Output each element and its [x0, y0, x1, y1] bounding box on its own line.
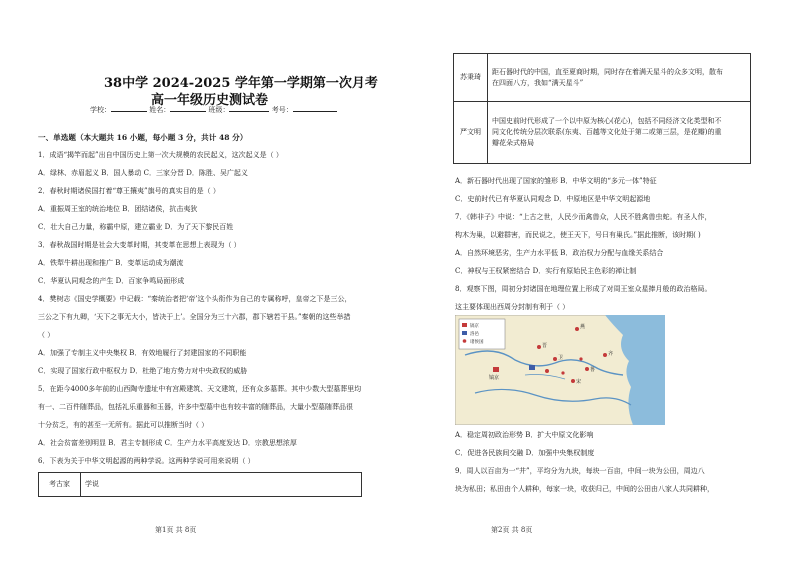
question-line: A．绿林、赤眉起义 B．国人暴动 C．三家分晋 D．陈胜、吴广起义 — [38, 169, 248, 177]
theory-line: 中国史前时代形成了一个以中原为核心(花心)，包括不同经济文化类型和不 — [492, 117, 722, 125]
question-line: 3．春秋战国时期是社会大变革时期，其变革在思想上表现为（ ） — [38, 241, 241, 249]
map-label: 燕 — [580, 324, 586, 330]
legend-swatch — [462, 323, 467, 327]
question-line: 有一、二百件随葬品，包括礼乐重器和玉器，许多中型墓中也有较丰富的随葬品，大量小型墓随葬品很 — [38, 403, 353, 411]
question-line: A．新石器时代出现了国家的雏形 B．中华文明的“多元一体”特征 — [455, 177, 657, 185]
capital-luoyi-marker — [529, 365, 535, 370]
exam-page-right — [397, 0, 794, 561]
map-label: 鲁 — [590, 367, 596, 373]
question-line: C．实现了国家行政中枢权力 D．杜绝了地方势力对中央政权的威胁 — [38, 367, 248, 375]
class-label: 班级： — [208, 106, 230, 114]
legend-swatch — [463, 339, 467, 343]
map-legend — [459, 319, 505, 349]
fief-marker — [537, 345, 541, 349]
legend-label: 洛邑 — [470, 332, 479, 337]
question-line: C．史前时代已有华夏认同观念 D．中原地区是中华文明起源地 — [455, 195, 651, 203]
number-field[interactable] — [293, 105, 337, 112]
scholar-cell: 苏秉琦 — [454, 54, 488, 102]
fief-marker — [545, 369, 549, 373]
theory-cell — [488, 102, 751, 164]
fief-marker — [575, 327, 579, 331]
student-info-row — [90, 105, 337, 116]
table-header-cell: 学说 — [81, 473, 362, 497]
table-header-cell: 考古家 — [39, 473, 81, 497]
theory-line: 同文化传统分层次联系(东夷、百越等文化处于第二或第三层，是花瓣)的重 — [492, 128, 722, 136]
fief-marker — [579, 357, 582, 360]
question-line: 2．春秋时期诸侯国打着“尊王攘夷”旗号的真实目的是（ ） — [38, 187, 220, 195]
fief-marker — [553, 357, 557, 361]
question-line: 构木为巢，以避群害，而民说之，使王天下，号曰有巢氏。”据此推断，该时期( ) — [455, 231, 701, 239]
exam-title-line1: 38中学 2024-2025 学年第一学期第一次月考 — [104, 76, 378, 91]
page-footer-left: 第1页 共 8页 — [155, 526, 197, 534]
question-line: 这主要体现出西周分封制有利于（ ） — [455, 303, 570, 311]
class-field[interactable] — [229, 105, 269, 112]
question-line: 块为私田；私田由个人耕种，每家一块，收获归己，中间的公田由八家人共同耕种， — [455, 485, 714, 493]
question-line: A．自然环境恶劣，生产力水平低 B．政治权力分配与血缘关系结合 — [455, 249, 664, 257]
question-line: 1．成语“揭竿而起”出自中国历史上第一次大规模的农民起义，这次起义是（ ） — [38, 151, 283, 159]
question-line: A．铁犁牛耕出现和推广 B．变革运动成为潮流 — [38, 259, 184, 267]
fief-marker — [571, 379, 575, 383]
question-line: 4．樊树志《国史学概要》中记载：“秦统治者把‘帝’这个头衔作为自己的专属称呼，皇帝之下是三公， — [38, 295, 352, 303]
question-line: C．华夏认同观念的产生 D．百家争鸣局面形成 — [38, 277, 185, 285]
name-label: 姓名： — [149, 106, 171, 114]
map-label: 齐 — [608, 351, 614, 357]
theory-line: 在四面八方，我如“满天星斗” — [492, 78, 584, 87]
question-line: 三公之下有九卿，‘天下之事无大小，皆决于上’。全国分为三十六郡，郡下辖若干县。”秦朝的这些举措 — [38, 313, 351, 321]
legend-label: 诸侯国 — [470, 340, 484, 345]
question-line: A．稳定周初政治形势 B．扩大中原文化影响 — [455, 431, 594, 439]
scholar-cell: 严文明 — [454, 102, 488, 164]
question-line: C．神权与王权紧密结合 D．实行有原始民主色彩的禅让制 — [455, 267, 637, 275]
question-line: C．促进各民族间交融 D．加强中央集权制度 — [455, 449, 595, 457]
question-line: 6．下表为关于中华文明起源的两种学说。这两种学说可用来说明（ ） — [38, 457, 255, 465]
school-field[interactable] — [111, 105, 147, 112]
map-label: 宋 — [576, 379, 582, 385]
question-line: A．社会贫富差别明显 B．君主专制形成 C．生产力水平高度发达 D．宗教思想浓厚 — [38, 439, 297, 447]
theory-table-header — [38, 472, 362, 497]
theory-line: 瓣花朵式格局 — [492, 139, 534, 147]
table-row — [454, 102, 751, 164]
exam-title-line2: 高一年级历史测试卷 — [151, 93, 269, 108]
school-label: 学校： — [90, 106, 111, 114]
question-line: （ ） — [38, 331, 55, 339]
question-line: 8．观察下图，周初分封诸国在地理位置上形成了对周王室众星捧月般的政治格局。 — [455, 285, 712, 293]
question-line: 9．周人以百亩为一“井”，平均分为九块，每块一百亩，中间一块为公田，周边八 — [455, 467, 705, 475]
legend-swatch — [462, 331, 467, 335]
question-line: A．加强了专制主义中央集权 B．有效地履行了封建国家的不同职能 — [38, 349, 247, 357]
fief-marker — [603, 353, 607, 357]
map-label: 卫 — [558, 355, 564, 361]
table-row — [454, 54, 751, 102]
theory-cell — [488, 54, 751, 102]
question-line: 7．《韩非子》中说：“上古之世，人民少而禽兽众，人民不胜禽兽虫蛇。有圣人作， — [455, 213, 712, 221]
map-label: 镐京 — [489, 375, 500, 381]
section-heading: 一、单选题（本大题共 16 小题，每小题 3 分，共计 48 分） — [38, 133, 248, 142]
page-footer-right: 第2页 共 8页 — [491, 526, 533, 534]
question-line: C．壮大自己力量，称霸中原，建立霸业 D．为了天下黎民百姓 — [38, 223, 234, 231]
question-line: 十分贫乏，有的甚至一无所有。据此可以推断当时（ ） — [38, 421, 209, 429]
name-field[interactable] — [170, 105, 206, 112]
capital-haojing-marker — [493, 367, 499, 372]
map-label: 晋 — [542, 343, 548, 349]
theory-line: 距石器时代的中国，直至夏商时期，同时存在着满天星斗的众多文明，散布 — [492, 67, 723, 76]
number-label: 考号： — [271, 106, 293, 114]
fief-marker — [585, 367, 589, 371]
western-zhou-fief-map — [455, 315, 665, 425]
fief-marker — [561, 371, 564, 374]
question-line: 5．在距今4000多年前的山西陶寺遗址中有宫殿建筑、天文建筑，还有众多墓葬。其中少数大型墓葬里均 — [38, 385, 362, 393]
legend-label: 镐京 — [470, 324, 479, 329]
theory-table — [453, 53, 751, 164]
question-line: A．重振周王室的统治地位 B．团结诸侯，抗击夷狄 — [38, 205, 198, 213]
